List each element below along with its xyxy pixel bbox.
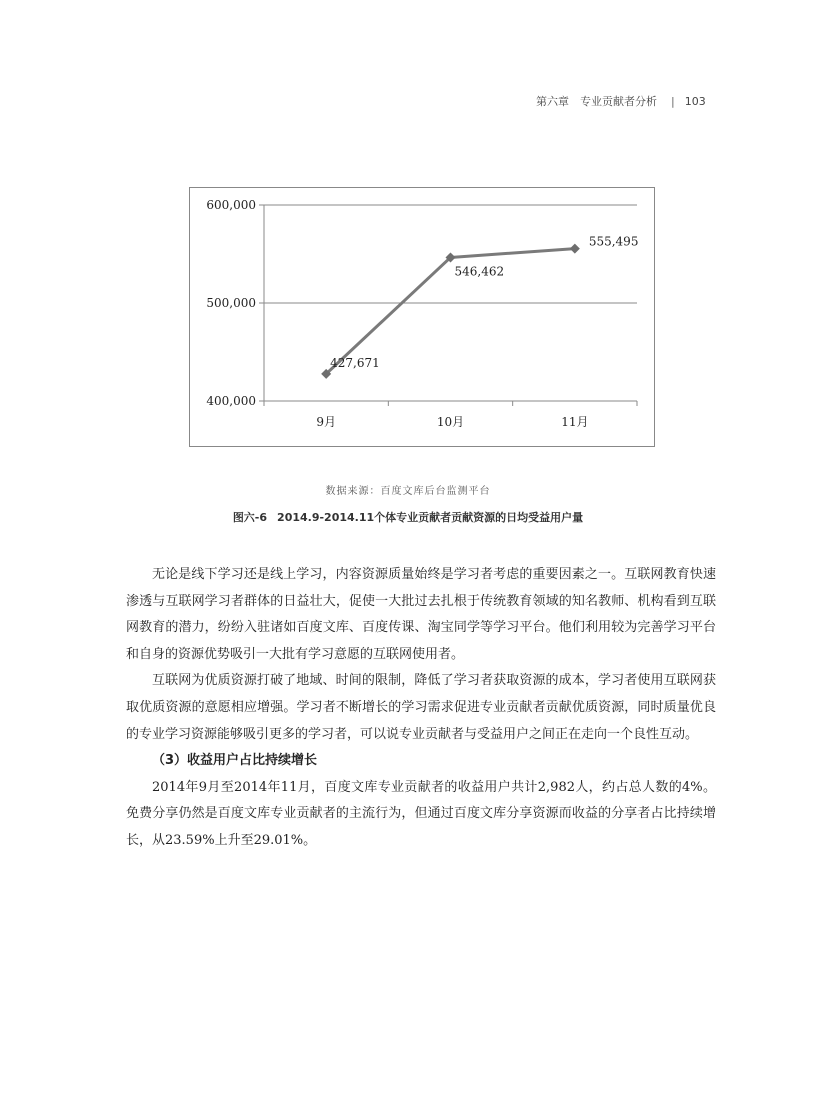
- figure-number: 图六-6: [232, 511, 268, 524]
- body-text: [126, 562, 716, 855]
- figure-source: 数据来源：百度文库后台监测平台: [325, 486, 491, 497]
- xtick-label-1: 10月: [436, 415, 465, 429]
- running-header: [536, 93, 736, 109]
- chapter-title: 第六章 专业贡献者分析: [536, 95, 657, 108]
- data-label-1: 546,462: [454, 264, 505, 279]
- data-label-2: 555,495: [588, 234, 639, 249]
- header-separator: |: [671, 95, 675, 108]
- page-number: 103: [684, 95, 706, 108]
- xtick-label-2: 11月: [561, 415, 589, 429]
- figure-title: 2014.9-2014.11个体专业贡献者贡献资源的日均受益用户量: [277, 511, 584, 524]
- line-chart: [189, 187, 655, 447]
- ytick-label-0: 400,000: [206, 394, 256, 408]
- paragraph-3: 2014年9月至2014年11月，百度文库专业贡献者的收益用户共计2,982人，约占总人数的4%。免费分享仍然是百度文库专业贡献者的主流行为，但通过百度文库分享资源而收益的分享者占比持续增长，从23.59%上升至29.01%。: [126, 779, 716, 848]
- figure-caption: [0, 509, 816, 525]
- paragraph-2: 互联网为优质资源打破了地域、时间的限制，降低了学习者获取资源的成本，学习者使用互联网获取优质资源的意愿相应增强。学习者不断增长的学习需求促进专业贡献者贡献优质资源，同时质量优良的专业学习资源能够吸引更多的学习者，可以说专业贡献者与受益用户之间正在走向一个良性互动。: [126, 673, 716, 742]
- xtick-label-0: 9月: [316, 415, 336, 429]
- ytick-label-1: 500,000: [206, 296, 256, 310]
- data-point-2: [570, 244, 580, 254]
- data-label-0: 427,671: [330, 355, 380, 370]
- paragraph-1: 无论是线下学习还是线上学习，内容资源质量始终是学习者考虑的重要因素之一。互联网教育快速渗透与互联网学习者群体的日益壮大，促使一大批过去扎根于传统教育领域的知名教师、机构看到互联网教育的潜力，纷纷入驻诸如百度文库、百度传课、淘宝同学等学习平台。他们利用较为完善学习平台和自身的资源优势吸引一大批有学习意愿的互联网使用者。: [126, 567, 716, 662]
- section-heading: （3）收益用户占比持续增长: [152, 753, 318, 769]
- ytick-label-2: 600,000: [206, 198, 256, 212]
- chart-canvas: [190, 188, 654, 446]
